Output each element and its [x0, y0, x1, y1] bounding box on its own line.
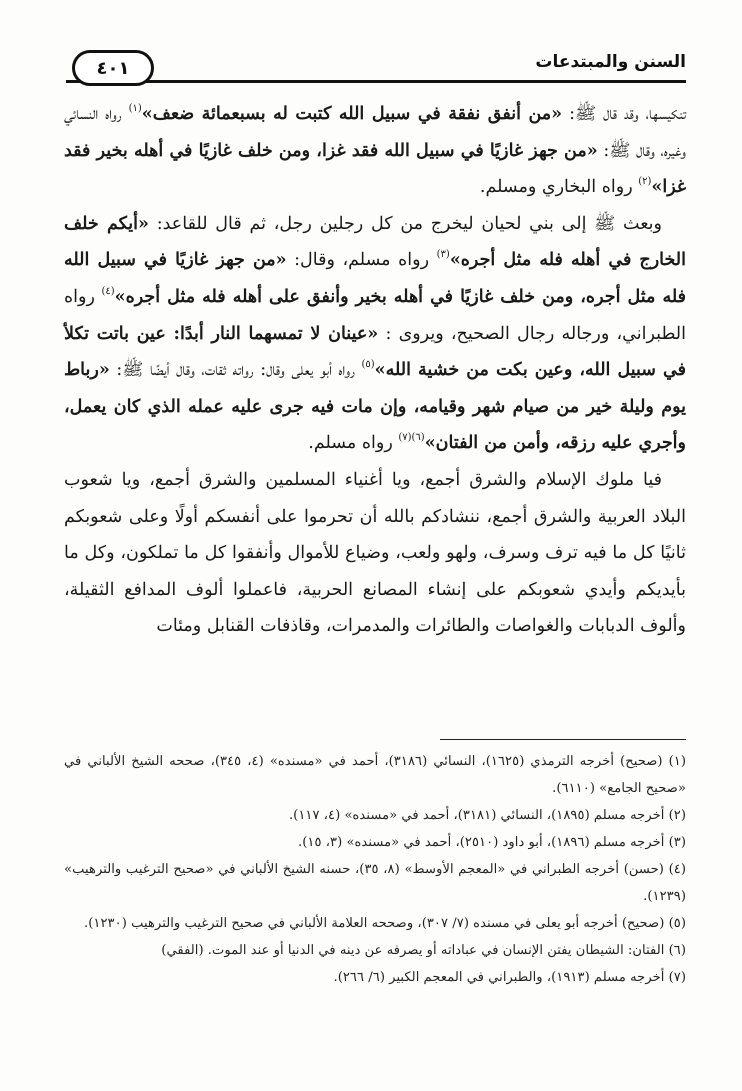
footnote-1: (١) (صحيح) أخرجه الترمذي (١٦٢٥)، النسائي (٣١٨٦)، أحمد في «مسنده» (٤، ٣٤٥)، صححه الشيخ الألباني في «صحيح الجامع» (٦١١٠). — [64, 754, 686, 796]
footnote-ref: (٢) — [638, 176, 652, 188]
footnote-separator — [440, 739, 686, 740]
hadith-quote: «أيكم خلف الخارج في أهله فله مثل أجره» — [64, 213, 686, 271]
header-rule — [66, 80, 686, 83]
paragraph-1 — [64, 96, 686, 206]
paragraph-2 — [64, 206, 686, 462]
text-run: رواه مسلم. — [308, 433, 399, 454]
page-number: ٤٠١ — [96, 57, 130, 79]
footnote-7: (٧) أخرجه مسلم (١٩١٣)، والطبراني في المعجم الكبير (٦/ ٢٦٦). — [333, 970, 686, 985]
text-run: رواه أبو يعلى وقال: رواته ثقات، وقال أيضًا ﷺ: — [109, 360, 362, 381]
footnote-ref: (٣) — [436, 249, 450, 261]
text-run: تنكيسها، وقد قال ﷺ: — [562, 104, 686, 124]
text-run: وبعث ﷺ إلى بني لحيان ليخرج من كل رجلين رجل، ثم قال للقاعد: — [148, 213, 662, 234]
footnote-5: (٥) (صحيح) أخرجه أبو يعلى في مسنده (٧/ ٣٠٧)، وصححه العلامة الألباني في صحيح الترغيب والترهيب (١٢٣٠). — [84, 916, 686, 931]
footnote-ref: (٤) — [101, 285, 115, 297]
hadith-quote: «عينان لا تمسهما النار أبدًا: عين باتت تكلأ في سبيل الله، وعين بكت من خشية الله» — [64, 323, 686, 381]
footnote-ref: (٥) — [361, 359, 375, 371]
hadith-quote: «من جهز غازيًا في سبيل الله فله مثل أجره، ومن خلف غازيًا في أهله بخير وأنفق على أهله فله مثل أجره» — [64, 250, 686, 307]
footnote-ref: (٦) — [411, 432, 425, 444]
footnote-6: (٦) الفتان: الشيطان يفتن الإنسان في عباداته أو يصرفه عن دينه في الدنيا أو عند الموت. (الفقي) — [161, 943, 686, 958]
text-run: رواه الطبراني، ورجاله رجال الصحيح، ويروى : — [64, 286, 686, 344]
footnote-3: (٣) أخرجه مسلم (١٨٩٦)، أبو داود (٢٥١٠)، أحمد في «مسنده» (٣، ١٥). — [298, 835, 686, 850]
text-run: رواه النسائي وغيره، وقال ﷺ: — [64, 104, 686, 161]
running-header — [66, 46, 686, 90]
main-text — [64, 96, 686, 645]
running-header-title: السنن والمبتدعات — [535, 52, 686, 72]
footnote-2: (٢) أخرجه مسلم (١٨٩٥)، النسائي (٣١٨١)، أحمد في «مسنده» (٤، ١١٧). — [288, 808, 686, 823]
footnote-ref: (٧) — [398, 432, 412, 444]
footnote-4: (٤) (حسن) أخرجه الطبراني في «المعجم الأوسط» (٨، ٣٥)، حسنه الشيخ الألباني في «صحيح الترغيب والترهيب» (١٢٣٩). — [64, 862, 687, 904]
footnotes — [64, 748, 686, 991]
footnote-ref: (١) — [128, 103, 142, 114]
hadith-quote: «رباط يوم وليلة خير من صيام شهر وقيامه، وإن مات فيه جرى عليه عمله الذي كان يعمل، وأجري عليه رزقه، وأمن من الفتان» — [64, 360, 686, 454]
hadith-quote: «من جهز غازيًا في سبيل الله فقد غزا، ومن خلف غازيًا في أهله بخير فقد غزا» — [64, 140, 686, 198]
paragraph-3: فيا ملوك الإسلام والشرق أجمع، ويا أغنياء المسلمين والشرق أجمع، ويا شعوب البلاد العربية والشرق أجمع، ننشادكم بالله أن تحرموا على أنفسكم أولًا وعلى شعوبكم ثانيًا كل ما فيه ترف وسرف، ولهو ولعب، وضياع للأموال وأنفقوا كل ما تملكون، وكل ما بأيديكم وأيدي شعوبكم على إنشاء المصانع الحربية، فاعملوا ألوف المدافع الثقيلة، وألوف الدبابات والغواصات والطائرات والمدمرات، وقاذفات القنابل ومئات — [64, 469, 686, 637]
text-run: رواه مسلم، وقال: — [286, 250, 437, 271]
page-number-badge — [72, 50, 154, 86]
hadith-quote: «من أنفق نفقة في سبيل الله كتبت له بسبعمائة ضعف» — [141, 104, 563, 124]
text-run: رواه البخاري ومسلم. — [479, 177, 639, 198]
